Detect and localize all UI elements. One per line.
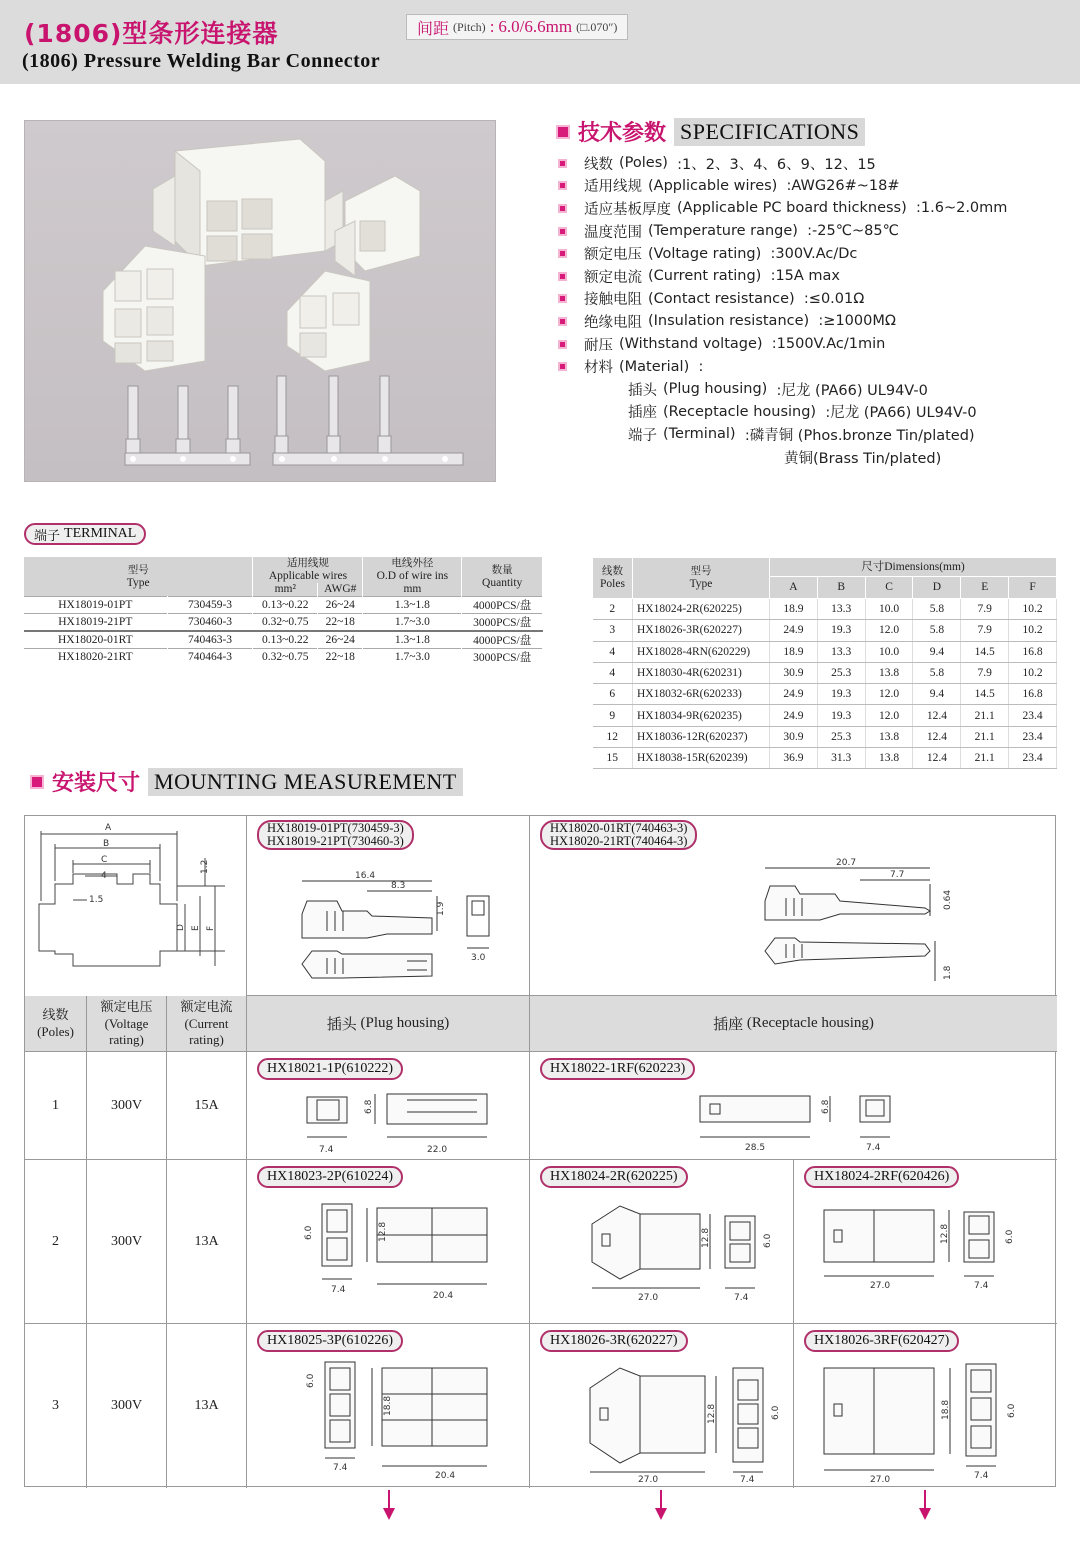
part-badge: HX18021-1P(610222)	[257, 1058, 403, 1080]
table-cell: 14.5	[961, 641, 1009, 662]
spec-en: (Withstand voltage)	[619, 336, 763, 353]
svg-text:7.4: 7.4	[734, 1293, 749, 1303]
material-en: (Receptacle housing)	[663, 403, 817, 420]
spec-row	[558, 288, 1068, 311]
svg-text:6.0: 6.0	[771, 1405, 781, 1420]
spec-en: (Material)	[619, 358, 690, 375]
table-cell: 21.1	[961, 705, 1009, 726]
svg-text:27.0: 27.0	[638, 1293, 659, 1303]
table-cell: HX18024-2R(620225)	[633, 599, 770, 620]
spec-en: (Applicable wires)	[648, 177, 778, 194]
table-cell: 5.8	[913, 620, 961, 641]
col-d: D	[913, 577, 961, 599]
mounting-heading-cn: 安装尺寸	[52, 771, 141, 796]
table-cell: 31.3	[817, 748, 865, 769]
svg-text:6.0: 6.0	[304, 1225, 314, 1240]
svg-text:7.4: 7.4	[319, 1145, 334, 1155]
table-cell: 21.1	[961, 748, 1009, 769]
table-cell: 4	[593, 662, 633, 683]
table-row	[593, 684, 1057, 705]
col-c: C	[865, 577, 913, 599]
specs-heading-cn: 技术参数	[578, 121, 667, 146]
spec-cn: 温度范围	[584, 224, 642, 241]
header-voltage: 额定电压 (Voltage rating)	[87, 996, 167, 1052]
col-wires: 适用线规 Applicable wires	[253, 557, 363, 583]
bullet-icon	[558, 362, 567, 371]
table-cell: 9.4	[913, 684, 961, 705]
svg-text:7.4: 7.4	[333, 1463, 348, 1473]
dim-label: 20.7	[836, 858, 857, 868]
bullet-icon	[558, 249, 567, 258]
material-row	[558, 401, 1068, 424]
svg-text:7.4: 7.4	[974, 1281, 989, 1291]
row2-poles: 2	[25, 1160, 87, 1324]
svg-text:6.0: 6.0	[1007, 1403, 1017, 1418]
col-b: B	[817, 577, 865, 599]
table-cell: 5.8	[913, 662, 961, 683]
row2-rec2	[794, 1160, 1057, 1324]
row1-volt: 300V	[87, 1052, 167, 1160]
pitch-inch: (□.070″)	[576, 19, 618, 34]
spec-value: :1500V.Ac/1min	[771, 336, 886, 353]
specs-heading	[556, 116, 865, 147]
table-cell: 12.4	[913, 748, 961, 769]
table-cell: 18.9	[770, 599, 818, 620]
material-cn: 插头	[628, 382, 657, 399]
spec-cn: 线数	[584, 156, 613, 173]
table-cell: 4	[593, 641, 633, 662]
dim-4-label: 4	[101, 871, 107, 881]
table-row	[593, 641, 1057, 662]
svg-text:12.8: 12.8	[707, 1403, 717, 1424]
table-cell: 25.3	[817, 662, 865, 683]
row3-poles: 3	[25, 1324, 87, 1488]
pitch-value: 6.0/6.6mm	[498, 17, 573, 36]
table-cell: 23.4	[1009, 748, 1057, 769]
row2-curr: 13A	[167, 1160, 247, 1324]
row3-rec2	[794, 1324, 1057, 1488]
table-cell: 19.3	[817, 705, 865, 726]
row3-rec	[530, 1324, 794, 1488]
dim-f-label: F	[206, 925, 216, 931]
part-badge: HX18026-3RF(620427)	[804, 1330, 959, 1352]
spec-cn: 耐压	[584, 337, 613, 354]
table-cell: 12.4	[913, 705, 961, 726]
col-e: E	[961, 577, 1009, 599]
material-row	[558, 378, 1068, 401]
table-cell: 10.2	[1009, 599, 1057, 620]
spec-row	[558, 310, 1068, 333]
spec-en: (Voltage rating)	[648, 245, 762, 262]
col-od: 电线外径 O.D of wire ins	[363, 557, 462, 583]
table-row: HX18019-01PT 730459-3 0.13~0.22 26~24 1.3~1.8 4000PCS/盘	[24, 597, 543, 614]
svg-text:12.8: 12.8	[701, 1227, 711, 1248]
row1-curr: 15A	[167, 1052, 247, 1160]
table-row: HX18020-01RT 740463-3 0.13~0.22 26~24 1.3~1.8 4000PCS/盘	[24, 631, 543, 649]
material-cn: 端子	[628, 427, 657, 444]
row1-plug	[247, 1052, 530, 1160]
table-cell: HX18032-6R(620233)	[633, 684, 770, 705]
spec-en: (Current rating)	[648, 268, 762, 285]
svg-text:7.4: 7.4	[866, 1143, 881, 1153]
row2-volt: 300V	[87, 1160, 167, 1324]
bullet-square-icon	[556, 125, 570, 139]
dim-label: 7.7	[890, 870, 905, 880]
svg-text:6.0: 6.0	[306, 1373, 316, 1388]
terminal-plug-badge: HX18019-01PT(730459-3) HX18019-21PT(730460-3)	[257, 820, 414, 850]
svg-text:22.0: 22.0	[427, 1145, 448, 1155]
table-cell: 24.9	[770, 620, 818, 641]
svg-text:27.0: 27.0	[870, 1475, 891, 1485]
header-plug: 插头 (Plug housing)	[247, 996, 530, 1052]
spec-en: (Insulation resistance)	[648, 313, 810, 330]
bullet-icon	[558, 340, 567, 349]
part-badge: HX18026-3R(620227)	[540, 1330, 688, 1352]
spec-cn: 适应基板厚度	[584, 201, 671, 218]
terminal-badge-en: TERMINAL	[64, 526, 137, 541]
dimensions-table	[592, 557, 1057, 769]
dim-15-label: 1.5	[89, 895, 104, 905]
arrow-down-icon	[383, 1490, 395, 1520]
part-badge: HX18024-2R(620225)	[540, 1166, 688, 1188]
spec-cn: 接触电阻	[584, 292, 642, 309]
svg-text:7.4: 7.4	[974, 1471, 989, 1481]
table-cell: HX18038-15R(620239)	[633, 748, 770, 769]
table-cell: 7.9	[961, 662, 1009, 683]
dim-d-label: D	[176, 924, 186, 931]
row1-poles: 1	[25, 1052, 87, 1160]
pitch-colon: :	[489, 17, 495, 36]
table-cell: 15	[593, 748, 633, 769]
row3-plug	[247, 1324, 530, 1488]
table-cell: HX18034-9R(620235)	[633, 705, 770, 726]
table-cell: 13.3	[817, 599, 865, 620]
svg-text:6.0: 6.0	[763, 1233, 773, 1248]
table-cell: 12.0	[865, 684, 913, 705]
pitch-label-en: (Pitch)	[453, 19, 486, 34]
spec-value: :1.6~2.0mm	[916, 200, 1008, 217]
svg-text:6.0: 6.0	[1005, 1229, 1015, 1244]
spec-value: :AWG26#~18#	[786, 177, 900, 194]
col-dimensions: 尺寸Dimensions(mm)	[770, 558, 1057, 577]
spec-row	[558, 175, 1068, 198]
row1-rec	[530, 1052, 1057, 1160]
table-cell: 16.8	[1009, 684, 1057, 705]
svg-text:12.8: 12.8	[940, 1223, 950, 1244]
table-cell: 12.0	[865, 620, 913, 641]
spec-row	[558, 242, 1068, 265]
table-cell: 9.4	[913, 641, 961, 662]
spec-cn: 材料	[584, 360, 613, 377]
mounting-heading-en: MOUNTING MEASUREMENT	[148, 768, 463, 796]
table-cell: 7.9	[961, 620, 1009, 641]
part-badge: HX18024-2RF(620426)	[804, 1166, 959, 1188]
terminal-badge-cn: 端子	[34, 528, 61, 544]
spec-value: :15A max	[770, 268, 841, 285]
material-row	[558, 446, 1068, 469]
svg-text:18.8: 18.8	[941, 1399, 951, 1420]
dim-e-label: E	[191, 925, 201, 931]
bullet-square-icon	[30, 775, 44, 789]
spec-row	[558, 197, 1068, 220]
terminal-badge	[24, 523, 146, 545]
svg-text:6.8: 6.8	[821, 1099, 831, 1114]
title-cn: (1806)型条形连接器	[24, 19, 279, 48]
row2-plug	[247, 1160, 530, 1324]
header-poles: 线数 (Poles)	[25, 996, 87, 1052]
bullet-icon	[558, 317, 567, 326]
material-extra: 黄铜(Brass Tin/plated)	[784, 450, 942, 467]
dim-label: 8.3	[391, 881, 406, 891]
table-cell: 13.8	[865, 662, 913, 683]
table-cell: HX18030-4R(620231)	[633, 662, 770, 683]
table-row	[593, 620, 1057, 641]
svg-text:18.8: 18.8	[383, 1395, 393, 1416]
material-value: :尼龙 (PA66) UL94V-0	[825, 405, 977, 422]
col-poles: 线数 Poles	[593, 558, 633, 599]
svg-text:6.8: 6.8	[364, 1099, 374, 1114]
svg-text:28.5: 28.5	[745, 1143, 766, 1153]
spec-value: :1、2、3、4、6、9、12、15	[677, 156, 876, 173]
terminal-receptacle-drawing	[530, 816, 1057, 996]
row3-volt: 300V	[87, 1324, 167, 1488]
bullet-icon	[558, 227, 567, 236]
table-row	[593, 599, 1057, 620]
spec-cn: 适用线规	[584, 179, 642, 196]
col-awg: AWG#	[318, 583, 363, 597]
part-badge: HX18025-3P(610226)	[257, 1330, 403, 1352]
dim-label: 16.4	[355, 871, 376, 881]
table-cell: 5.8	[913, 599, 961, 620]
table-cell: 10.0	[865, 641, 913, 662]
table-cell: 12.0	[865, 705, 913, 726]
table-cell: 12	[593, 726, 633, 747]
bullet-icon	[558, 159, 567, 168]
spec-cn: 额定电流	[584, 269, 642, 286]
spec-en: (Contact resistance)	[648, 290, 795, 307]
header-current: 额定电流 (Current rating)	[167, 996, 247, 1052]
table-cell: 9	[593, 705, 633, 726]
material-en: (Plug housing)	[663, 381, 768, 398]
mounting-heading	[30, 766, 463, 797]
material-value: :尼龙 (PA66) UL94V-0	[776, 382, 928, 399]
table-cell: 10.2	[1009, 662, 1057, 683]
bullet-icon	[558, 181, 567, 190]
table-cell: 24.9	[770, 705, 818, 726]
table-cell: HX18036-12R(620237)	[633, 726, 770, 747]
mounting-grid	[24, 815, 1056, 1487]
page-header	[0, 0, 1080, 84]
table-cell: 13.8	[865, 726, 913, 747]
bullet-icon	[558, 294, 567, 303]
pitch-box	[406, 14, 628, 40]
table-row: HX18020-21RT 740464-3 0.32~0.75 22~18 1.7~3.0 3000PCS/盘	[24, 649, 543, 666]
table-cell: 3	[593, 620, 633, 641]
arrow-down-icon	[655, 1490, 667, 1520]
title-en: (1806) Pressure Welding Bar Connector	[22, 50, 381, 72]
table-cell: 13.8	[865, 748, 913, 769]
row2-rec	[530, 1160, 794, 1324]
svg-text:7.4: 7.4	[740, 1475, 755, 1485]
table-row: HX18019-21PT 730460-3 0.32~0.75 22~18 1.7~3.0 3000PCS/盘	[24, 614, 543, 632]
svg-text:12.8: 12.8	[378, 1221, 388, 1242]
svg-text:20.4: 20.4	[435, 1471, 456, 1481]
table-row	[593, 705, 1057, 726]
spec-row	[558, 220, 1068, 243]
spec-en: (Poles)	[619, 155, 668, 172]
table-cell: 19.3	[817, 684, 865, 705]
table-row	[593, 726, 1057, 747]
dim-a-label: A	[105, 823, 112, 833]
table-cell: 16.8	[1009, 641, 1057, 662]
table-cell: 2	[593, 599, 633, 620]
col-type: 型号 Type	[633, 558, 770, 599]
table-cell: 13.3	[817, 641, 865, 662]
table-cell: 6	[593, 684, 633, 705]
arrow-down-icon	[919, 1490, 931, 1520]
table-cell: 23.4	[1009, 705, 1057, 726]
part-badge: HX18022-1RF(620223)	[540, 1058, 695, 1080]
table-cell: 24.9	[770, 684, 818, 705]
spec-row	[558, 333, 1068, 356]
part-badge: HX18023-2P(610224)	[257, 1166, 403, 1188]
terminal-plug-drawing	[247, 816, 530, 996]
dim-label: 0.64	[943, 889, 953, 910]
spec-value: :-25℃~85℃	[807, 223, 899, 240]
col-mm2: mm²	[253, 583, 318, 597]
bullet-icon	[558, 204, 567, 213]
spec-en: (Applicable PC board thickness)	[677, 200, 907, 217]
table-cell: 25.3	[817, 726, 865, 747]
product-photo	[24, 120, 496, 482]
spec-value: :≥1000MΩ	[818, 313, 896, 330]
terminal-rec-badge: HX18020-01RT(740463-3) HX18020-21RT(740464-3)	[540, 820, 697, 850]
table-cell: 30.9	[770, 726, 818, 747]
table-cell: 30.9	[770, 662, 818, 683]
col-a: A	[770, 577, 818, 599]
col-f: F	[1009, 577, 1057, 599]
table-cell: 14.5	[961, 684, 1009, 705]
table-cell: 7.9	[961, 599, 1009, 620]
table-cell: 12.4	[913, 726, 961, 747]
material-cn: 插座	[628, 405, 657, 422]
table-cell: 23.4	[1009, 726, 1057, 747]
specs-list	[558, 152, 1068, 468]
svg-text:27.0: 27.0	[870, 1281, 891, 1291]
table-cell: 10.2	[1009, 620, 1057, 641]
spec-cn: 额定电压	[584, 247, 642, 264]
header-receptacle: 插座 (Receptacle housing)	[530, 996, 1057, 1052]
col-od-mm: mm	[363, 583, 462, 597]
table-cell: HX18028-4RN(620229)	[633, 641, 770, 662]
specs-heading-en: SPECIFICATIONS	[674, 118, 865, 146]
pitch-label-cn: 间距	[417, 18, 450, 38]
table-cell: HX18026-3R(620227)	[633, 620, 770, 641]
row3-curr: 13A	[167, 1324, 247, 1488]
spec-row	[558, 265, 1068, 288]
material-en: (Terminal)	[663, 426, 736, 443]
table-cell: 18.9	[770, 641, 818, 662]
spec-value: :	[698, 358, 704, 375]
spec-en: (Temperature range)	[648, 223, 798, 240]
dim-label: 1.8	[943, 965, 953, 980]
dim-b-label: B	[103, 839, 110, 849]
table-row	[593, 748, 1057, 769]
dim-label: 1.9	[436, 901, 446, 916]
pcb-layout	[25, 816, 247, 996]
dim-label: 3.0	[471, 953, 486, 963]
spec-cn: 绝缘电阻	[584, 314, 642, 331]
table-cell: 10.0	[865, 599, 913, 620]
spec-row	[558, 152, 1068, 175]
bullet-icon	[558, 272, 567, 281]
dim-c-label: C	[101, 855, 108, 865]
spec-value: :300V.Ac/Dc	[770, 245, 858, 262]
material-value: :磷青铜 (Phos.bronze Tin/plated)	[744, 427, 975, 444]
spec-value: :≤0.01Ω	[803, 290, 865, 307]
material-row	[558, 423, 1068, 446]
table-cell: 19.3	[817, 620, 865, 641]
svg-text:7.4: 7.4	[331, 1285, 346, 1295]
terminal-table	[24, 557, 543, 665]
table-row	[593, 662, 1057, 683]
svg-text:20.4: 20.4	[433, 1291, 454, 1301]
col-qty: 数量 Quantity	[462, 557, 543, 597]
svg-text:27.0: 27.0	[638, 1475, 659, 1485]
col-type: 型号 Type	[24, 557, 253, 597]
spec-row	[558, 355, 1068, 378]
dim-12-label: 1.2	[200, 859, 210, 874]
table-cell: 21.1	[961, 726, 1009, 747]
table-cell: 36.9	[770, 748, 818, 769]
